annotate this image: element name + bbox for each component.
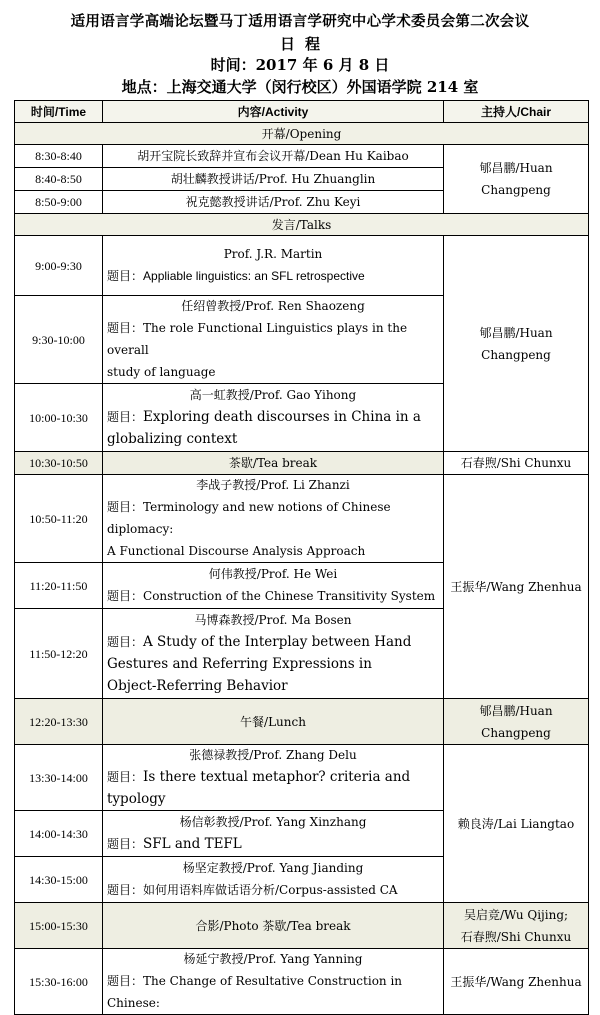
talk-topic: A Study of the Interplay between Hand (143, 634, 412, 650)
speaker-name: 李战子教授/Prof. Li Zhanzi (196, 478, 350, 492)
chair-cell-talks2: 王振华/Wang Zhenhua (444, 475, 589, 699)
chair-name-line2: Changpeng (481, 725, 551, 740)
document-subtitle: 日程 (279, 35, 330, 53)
chair-cell-opening (444, 145, 589, 214)
time-cell: 8:30-8:40 (15, 145, 103, 168)
talk-topic: The role Functional Linguistics plays in the overall (107, 321, 408, 357)
section-title-opening: 开幕/Opening (15, 123, 589, 145)
talk-topic-continued: globalizing context (107, 431, 238, 447)
talk-topic: Construction of the Chinese Transitivity System (143, 589, 436, 603)
time-cell: 15:30-16:00 (15, 949, 103, 1015)
talk-topic-continued: Object-Referring Behavior (107, 678, 288, 694)
activity-cell (103, 384, 444, 452)
speaker-name: 高一虹教授/Prof. Gao Yihong (189, 388, 357, 402)
chair-cell-talks1 (444, 236, 589, 452)
chair-name-line1: 吴启竞/Wu Qijing; (463, 907, 569, 922)
topic-prefix: 题目： (107, 837, 144, 851)
table-row (15, 949, 589, 1015)
topic-prefix: 题目： (107, 269, 144, 283)
header-chair: 主持人/Chair (444, 101, 589, 123)
time-cell: 9:30-10:00 (15, 296, 103, 384)
chair-name-line1: 郇昌鹏/Huan (479, 161, 553, 175)
topic-prefix: 题目： (107, 589, 144, 603)
activity-cell (103, 949, 444, 1015)
speaker-name: 张德禄教授/Prof. Zhang Delu (189, 748, 357, 762)
chair-name-line2: 石春煦/Shi Chunxu (460, 929, 572, 944)
talk-topic: The Change of Resultative Construction in Chinese: (107, 974, 403, 1010)
table-row (15, 475, 589, 563)
chair-name-line1: 郇昌鹏/Huan (479, 703, 553, 718)
topic-prefix: 题目： (107, 974, 144, 988)
talk-topic: Is there textual metaphor? criteria and typology (107, 769, 411, 807)
activity-cell (103, 811, 444, 857)
section-row-talks (15, 214, 589, 236)
topic-prefix: 题目： (107, 321, 144, 335)
table-row-break (15, 452, 589, 475)
table-row (15, 236, 589, 296)
time-cell: 15:00-15:30 (15, 903, 103, 949)
section-title-talks: 发言/Talks (15, 214, 589, 236)
activity-cell (103, 296, 444, 384)
schedule-table (14, 100, 589, 1015)
topic-prefix: 题目： (107, 883, 144, 897)
activity-cell: 合影/Photo 茶歇/Tea break (103, 903, 444, 949)
time-cell: 12:20-13:30 (15, 699, 103, 745)
table-row-break (15, 903, 589, 949)
activity-cell: 祝克懿教授讲话/Prof. Zhu Keyi (103, 191, 444, 214)
topic-prefix: 题目： (107, 500, 144, 514)
time-cell: 8:40-8:50 (15, 168, 103, 191)
speaker-name: 杨坚定教授/Prof. Yang Jianding (182, 861, 364, 875)
activity-cell (103, 475, 444, 563)
document-title: 适用语言学高端论坛暨马丁适用语言学研究中心学术委员会第二次会议 (70, 13, 530, 30)
table-row-lunch (15, 699, 589, 745)
time-cell: 10:30-10:50 (15, 452, 103, 475)
time-cell: 10:00-10:30 (15, 384, 103, 452)
talk-topic: Appliable linguistics: an SFL retrospective (143, 269, 365, 283)
activity-cell: 胡开宝院长致辞并宣布会议开幕/Dean Hu Kaibao (103, 145, 444, 168)
speaker-name: 任绍曾教授/Prof. Ren Shaozeng (181, 299, 365, 313)
activity-cell (103, 745, 444, 811)
activity-cell: 胡壮麟教授讲话/Prof. Hu Zhuanglin (103, 168, 444, 191)
chair-name-line1: 郇昌鹏/Huan (479, 325, 553, 340)
activity-cell (103, 563, 444, 609)
talk-topic: Exploring death discourses in China in a (143, 409, 421, 425)
activity-cell (103, 236, 444, 296)
time-cell: 8:50-9:00 (15, 191, 103, 214)
topic-prefix: 题目： (107, 770, 144, 784)
talk-topic: Terminology and new notions of Chinese diplomacy: (107, 500, 391, 536)
time-cell: 11:20-11:50 (15, 563, 103, 609)
activity-cell (103, 857, 444, 903)
chair-cell-break1: 石春煦/Shi Chunxu (444, 452, 589, 475)
chair-name-line2: Changpeng (481, 183, 551, 197)
talk-topic: 如何用语料库做话语分析/Corpus-assisted CA (143, 883, 398, 897)
activity-cell (103, 609, 444, 699)
time-cell: 14:30-15:00 (15, 857, 103, 903)
speaker-name: 何伟教授/Prof. He Wei (208, 567, 338, 581)
meeting-venue: 地点：上海交通大学（闵行校区）外国语学院 214 室 (121, 78, 479, 96)
time-cell: 10:50-11:20 (15, 475, 103, 563)
activity-cell: 茶歇/Tea break (103, 452, 444, 475)
speaker-name: 杨延宁教授/Prof. Yang Yanning (183, 952, 363, 966)
activity-cell: 午餐/Lunch (103, 699, 444, 745)
table-header-row (15, 101, 589, 123)
time-cell: 13:30-14:00 (15, 745, 103, 811)
topic-prefix: 题目： (107, 635, 144, 649)
talk-topic-continued: A Functional Discourse Analysis Approach (107, 544, 366, 558)
talk-topic: SFL and TEFL (143, 836, 242, 852)
section-row-opening (15, 123, 589, 145)
topic-prefix: 题目： (107, 410, 144, 424)
chair-cell-last: 王振华/Wang Zhenhua (444, 949, 589, 1015)
table-row (15, 745, 589, 811)
table-row (15, 145, 589, 168)
chair-cell-lunch (444, 699, 589, 745)
chair-cell-talks3: 赖良涛/Lai Liangtao (444, 745, 589, 903)
time-cell: 11:50-12:20 (15, 609, 103, 699)
chair-cell-break2 (444, 903, 589, 949)
talk-topic-continued: Gestures and Referring Expressions in (107, 656, 372, 672)
time-cell: 9:00-9:30 (15, 236, 103, 296)
speaker-name: 马博森教授/Prof. Ma Bosen (194, 613, 352, 627)
header-time: 时间/Time (15, 101, 103, 123)
header-activity: 内容/Activity (103, 101, 444, 123)
speaker-name: Prof. J.R. Martin (223, 247, 323, 261)
time-cell: 14:00-14:30 (15, 811, 103, 857)
chair-name-line2: Changpeng (481, 347, 551, 362)
meeting-date: 时间：2017 年 6 月 8 日 (210, 56, 390, 74)
speaker-name: 杨信彰教授/Prof. Yang Xinzhang (179, 815, 367, 829)
talk-topic-continued: study of language (107, 365, 216, 379)
